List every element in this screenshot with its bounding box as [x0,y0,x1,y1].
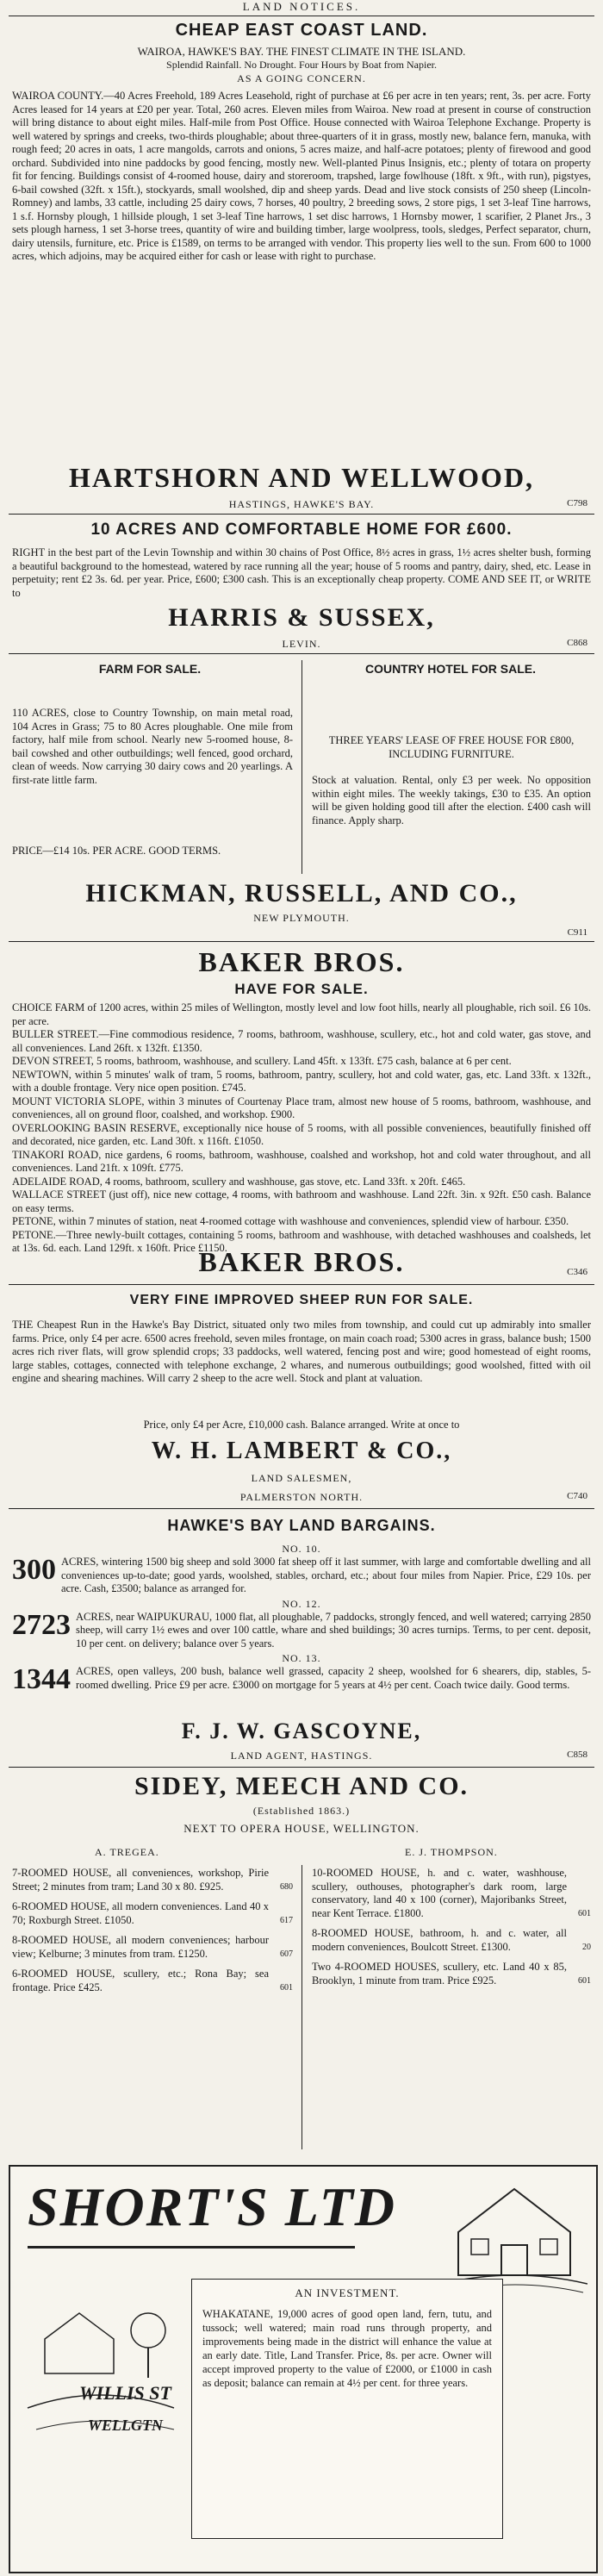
ad1-body: WAIROA COUNTY.—40 Acres Freehold, 189 Acres Leasehold, right of purchase at £6 per acre in ten years; rent, 3s. per acre. Forty Acres leased for 14 years at £20 per year. Total, 260 acres. Eleven miles from Wairoa. New road at present in course of construction will bring distance to about eight miles. Half-mile from Post Office. House connected with Wairoa Telephone Exchange. Property is well watered by springs and creeks, two-thirds ploughable; about three-quarters of it in grass, mostly new, balance fern, manuka, with rough feed; 20 acres in oats, 1 acre mangolds, carrots and onions, 5 acres maize, and half-acre potatoes; plenty of firewood and good orchard. Subdivided into nine paddocks by good fencing, mostly new. Well-planted Pinus Insignis, etc.; plenty of totara on property fit for fencing. Buildings consist of 4-roomed house, dairy and storeroom, trapshed, large fowlhouse (18ft. x 9ft., with run), pigstyes, 6-bail cowshed (32ft. x 15ft.), stockyards, small woolshed, dip and sheep yards. Dead and live stock consists of 250 sheep (Lincoln-Romney) and lambs, 33 cattle, including 25 dairy cows, 7 horses, 40 poultry, 2 breeding sows, 2 store pigs, 1 set 3-leaf Tine harrows, 1 s.f. Hornsby plough, 1 hillside plough, 1 set 3-leaf Tine harrows, 1 set disc harrows, 1 Hornsby mower, 1 scarifier, 2 Planet Jrs., 3 sets plough harness, 1 set 3-horse trees, quantity of wire and building timber, large woolpress, tools, sledges, Perfect separator, churn, dairy utensils, furniture, etc. Price is £1589, on terms to be arranged with vendor. This property lies well to the sun. From 600 to 1000 acres, which adjoins, may be acquired either for cash or lease with right to purchase. [12,90,591,262]
ad3-right-title: COUNTRY HOTEL FOR SALE. [364,662,537,676]
shorts-ad-box [9,2165,598,2573]
ad4-list [12,1001,591,1256]
entry-text: ACRES, wintering 1500 big sheep and sold 3000 fat sheep off it last summer, with large and comfortable dwelling and all conveniences up-to-date; good yards, woolshed, stables, orchard, etc.; about four miles from Napier. Price, £29 10s. per acre. Cash, £3500; balance as arranged for. [61,1556,591,1594]
entry-text: ACRES, open valleys, 200 bush, balance well grassed, capacity 2 sheep, woolshed for 6 shearers, dip, stables, 5-roomed dwelling. Price £9 per acre. £3000 on mortgage for 5 years at 4½ per cent. Coach twice daily. Good terms. [76,1665,591,1691]
ad2-ref: C868 [567,638,587,648]
list-item: NEWTOWN, within 5 minutes' walk of tram, 5 rooms, bathroom, pantry, scullery, hot and cold water, gas, etc. Land 33ft. x 132ft., with a double frontage. Very nice open position. £745. [12,1068,591,1094]
list-item [312,1927,591,1954]
ad4-subtitle: HAVE FOR SALE. [234,981,369,997]
listing-ref: 601 [578,1908,591,1918]
list-item [12,1556,591,1596]
list-item [12,1934,293,1961]
list-item: PETONE, within 7 minutes of station, neat 4-roomed cottage with washhouse and conveniences, splendid view of harbour. £350. [12,1215,569,1227]
ad2-company: HARRIS & SUSSEX, [168,603,435,632]
ad1-sub2: Splendid Rainfall. No Drought. Four Hours by Boat from Napier. [166,59,437,71]
ad6-list [12,1543,591,1696]
listing-ref: 607 [280,1949,293,1959]
ad2-place: LEVIN. [282,638,321,650]
divider [9,1284,594,1285]
ad2-title: 10 ACRES AND COMFORTABLE HOME FOR £600. [90,521,513,539]
list-item [12,1665,591,1694]
ad3-right-body2: Stock at valuation. Rental, only £3 per week. No opposition within eight miles. The weekly takings, £30 to £35. An option will be given holding good till after the election. £400 cash will finance. Apply sharp. [312,774,591,826]
list-item: OVERLOOKING BASIN RESERVE, exceptionally nice house of 5 rooms, with all possible conveniences, beautifully finished off and decorated, nice garden, etc. Land 30ft. x 116ft. £1050. [12,1121,591,1147]
listing-text: 6-ROOMED HOUSE, scullery, etc.; Rona Bay; sea frontage. Price £425. [12,1968,269,1993]
listing-text: 6-ROOMED HOUSE, all modern conveniences. Land 40 x 70; Roxburgh Street. £1050. [12,1900,269,1926]
list-item: CHOICE FARM of 1200 acres, within 25 miles of Wellington, mostly level and low foot hills, nearly all ploughable, rich soil. £6 10s. per acre. [12,1001,591,1027]
listing-ref: 680 [280,1881,293,1892]
acres-figure: 1344 [12,1663,71,1695]
listing-text: 7-ROOMED HOUSE, all conveniences, workshop, Pirie Street; 2 minutes from tram; Land 30 x 80. £925. [12,1867,269,1893]
ad4-title: BAKER BROS. [198,946,405,977]
shorts-logo: SHORT'S LTD [28,2176,396,2237]
ad2-body: RIGHT in the best part of the Levin Township and within 30 chains of Post Office, 8½ acres in grass, 1½ acres shelter bush, forming a beautiful background to the homestead, watered by race running all the year; house of 5 rooms and pantry, dairy, shed, etc. Lease in perpetuity; rent £2 3s. 6d. per year. Price, £600; £300 cash. This is an exceptionally cheap property. COME AND SEE IT, or WRITE to [12,546,591,599]
entry-number: NO. 13. [282,1652,321,1664]
ad3-right-body: THREE YEARS' LEASE OF FREE HOUSE FOR £800, INCLUDING FURNITURE. [328,734,575,760]
ad6-ref: C858 [567,1750,587,1760]
list-item: ADELAIDE ROAD, 4 rooms, bathroom, scullery and washhouse, gas stove, etc. Land 33ft. x 20ft. £465. [12,1175,466,1188]
listing-ref: 601 [280,1982,293,1993]
investment-body: WHAKATANE, 19,000 acres of good open land, fern, tutu, and tussock; well watered; main road runs through property, and improvements being made in the district will enhance the value at an early date. Title, Land Transfer. Price, 8s. per acre. Owner will accept improved property to the value of £2000, or £1000 in cash as deposit; balance can remain at 4½ per cent. for three years. [202,2308,492,2389]
ad7-sub: NEXT TO OPERA HOUSE, WELLINGTON. [183,1822,420,1835]
divider [9,653,594,654]
ad1-company: HARTSHORN AND WELLWOOD, [68,462,535,493]
list-item: WALLACE STREET (just off), nice new cottage, 4 rooms, with bathroom and washhouse. Land 22ft. 3in. x 92ft. £50 cash. Balance on easy terms. [12,1188,591,1214]
ad5-place1: LAND SALESMEN, [251,1472,352,1484]
divider [9,1767,594,1768]
ad1-ref: C798 [567,498,587,508]
ad3-company: HICKMAN, RUSSELL, AND CO., [85,879,518,908]
entry-number: NO. 12. [282,1597,321,1610]
ad7-established: (Established 1863.) [252,1805,351,1817]
entry-number: NO. 10. [282,1543,321,1555]
ad5-company: W. H. LAMBERT & CO., [151,1438,452,1464]
list-item: TINAKORI ROAD, nice gardens, 6 rooms, bathroom, washhouse, coalshed and workshop, hot and cold water throughout, and all conveniences. Land 21ft. x 109ft. £775. [12,1148,591,1174]
ad3-left-title: FARM FOR SALE. [98,662,202,676]
divider [9,514,594,515]
ad6-company: F. J. W. GASCOYNE, [181,1718,422,1743]
ad7-partner-left: A. TREGEA. [95,1846,159,1858]
listing-ref: 601 [578,1975,591,1986]
listing-text: 8-ROOMED HOUSE, bathroom, h. and c. water, all modern conveniences, Boulcott Street. £1300. [312,1927,567,1953]
shorts-address-2: WELLGTN [88,2417,163,2434]
shorts-address-1: WILLIS ST [79,2382,171,2404]
ad7-left-column [12,1867,293,2001]
list-item [12,1900,293,1927]
list-item [12,1968,293,1994]
list-item: MOUNT VICTORIA SLOPE, within 3 minutes of Courtenay Place tram, almost new house of 5 rooms, bathroom, washhouse, and conveniences, all on ground floor, coalshed, and workshop. £900. [12,1095,591,1120]
acres-figure: 300 [12,1554,56,1586]
divider [9,1508,594,1509]
listing-text: Two 4-ROOMED HOUSES, scullery, etc. Land 40 x 85, Brooklyn, 1 minute from tram. Price £925. [312,1961,567,1987]
list-item [312,1961,591,1987]
ad1-place: HASTINGS, HAWKE'S BAY. [228,498,375,510]
ad6-place: LAND AGENT, HASTINGS. [230,1750,373,1762]
ad1-sub3: AS A GOING CONCERN. [237,72,366,84]
ad6-title: HAWKE'S BAY LAND BARGAINS. [167,1517,436,1534]
ad4-ref: C346 [567,1267,587,1277]
list-item: BULLER STREET.—Fine commodious residence, 7 rooms, bathroom, washhouse, scullery, etc., hot and cold water, gas stove, and all conveniences. Land 26ft. x 132ft. £1350. [12,1028,591,1054]
ad1-sub1: WAIROA, HAWKE'S BAY. THE FINEST CLIMATE IN THE ISLAND. [137,45,466,58]
list-item [12,1608,591,1651]
ad5-ref: C740 [567,1491,587,1501]
ad4-footer: BAKER BROS. [198,1246,405,1277]
ad1-title: CHEAP EAST COAST LAND. [175,21,428,40]
listing-ref: 617 [280,1915,293,1925]
list-item: PETONE.—Three newly-built cottages, containing 5 rooms, bathroom and washhouse, with detached washhouses and coalsheds, let at 13s. 6d. each. Land 129ft. x 160ft. Price £1150. [12,1228,591,1254]
ad7-partner-right: E. J. THOMPSON. [405,1846,498,1858]
divider [9,941,594,942]
listing-text: 10-ROOMED HOUSE, h. and c. water, washhouse, scullery, outhouses, photographer's dark room, large conservatory, land 40 x 100 (corner), Majoribanks Street, near Kent Terrace. £1800. [312,1867,567,1919]
acres-figure: 2723 [12,1608,71,1641]
ad3-ref: C911 [567,927,587,938]
ad7-title: SIDEY, MEECH AND CO. [134,1772,469,1800]
entry-text: ACRES, near WAIPUKURAU, 1000 flat, all ploughable, 7 paddocks, strongly fenced, and well watered; carrying 2850 sheep, will carry 1½ ewes and over 100 cattle, whare and shed buildings; 30 acres turnips. Terms, to per cent. deposit, 10 per cent. on delivery; balance over 5 years. [76,1610,591,1650]
ad3-left-price: PRICE—£14 10s. PER ACRE. GOOD TERMS. [12,845,221,857]
listing-ref: 20 [582,1942,591,1952]
ad5-price: Price, only £4 per Acre, £10,000 cash. Balance arranged. Write at once to [143,1419,460,1431]
investment-box [191,2279,503,2539]
list-item [312,1867,591,1920]
list-item: DEVON STREET, 5 rooms, bathroom, washhouse, and scullery. Land 45ft. x 133ft. £75 cash, balance at 6 per cent. [12,1055,512,1067]
list-item [12,1867,293,1893]
listing-text: 8-ROOMED HOUSE, all modern conveniences; harbour view; Kelburne; 3 minutes from tram. £1250. [12,1934,269,1960]
ad7-right-column [312,1867,591,1994]
ad5-title: VERY FINE IMPROVED SHEEP RUN FOR SALE. [129,1293,474,1307]
ad5-place2: PALMERSTON NORTH. [239,1491,364,1503]
ad3-place: NEW PLYMOUTH. [253,912,350,924]
section-header: LAND NOTICES. [242,0,361,13]
ad3-left-body: 110 ACRES, close to Country Township, on main metal road, 104 Acres in Grass; 75 to 80 Acres ploughable. One mile from factory, half mile from school. Nearly new 5-roomed house, 8-bail cowshed and other outbuildings; well fenced, good orchard, clean of weeds. Now carrying 30 dairy cows and 20 yearlings. A first-rate little farm. [12,707,293,786]
shorts-logo-underline [28,2246,355,2249]
investment-title: AN INVESTMENT. [295,2286,400,2299]
ad5-body: THE Cheapest Run in the Hawke's Bay District, situated only two miles from township, and could cut up admirably into smaller farms. Price, only £4 per acre. 6500 acres freehold, seven miles frontage, on main coach road; 5300 acres in grass, balance bush; 1500 acres rich river flats, will grow splendid crops; 33 paddocks, well watered, fencing post and wire; good homestead of eight rooms, large stables, cottages, connected with telephone exchange, 2 whares, and numerous outbuildings; good woolshed, fitted with oil engine and shearing machines. Will carry 2 sheep to the acre well. Stock and plant at valuation. [12,1319,591,1384]
